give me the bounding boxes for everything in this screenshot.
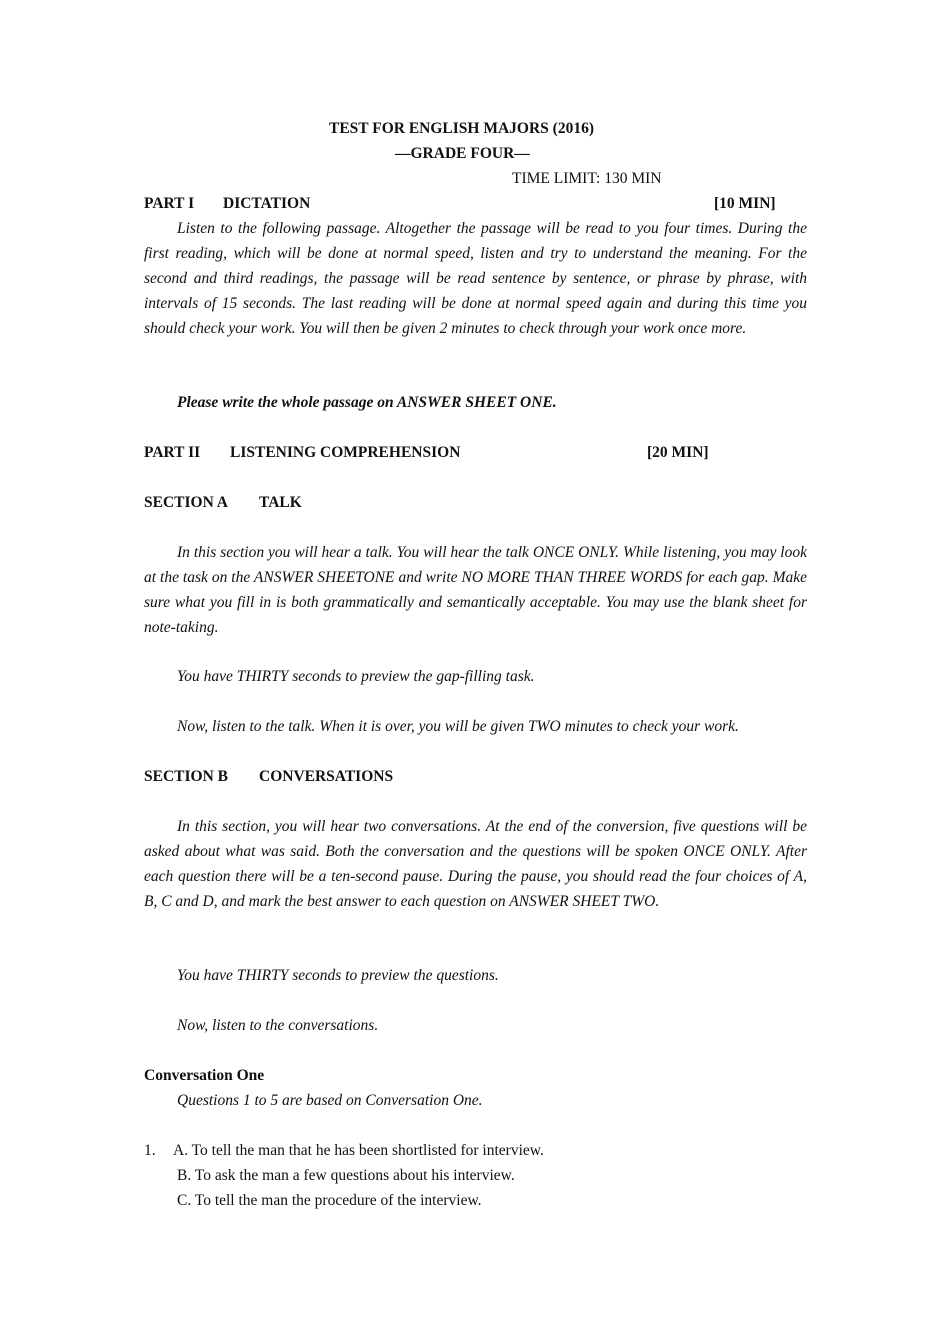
sectionB-label: SECTION B bbox=[144, 768, 228, 785]
sectionB-preview: You have THIRTY seconds to preview the questions. bbox=[177, 967, 499, 984]
exam-title: TEST FOR ENGLISH MAJORS (2016) bbox=[329, 120, 594, 137]
part1-heading bbox=[144, 194, 194, 214]
part1-name: DICTATION bbox=[223, 195, 311, 212]
time-limit: TIME LIMIT: 130 MIN bbox=[512, 170, 662, 187]
sectionB-listen: Now, listen to the conversations. bbox=[177, 1017, 379, 1034]
part2-name: LISTENING COMPREHENSION bbox=[230, 444, 461, 461]
sectionA-name: TALK bbox=[259, 494, 302, 511]
sectionB-instructions: In this section, you will hear two conversations. At the end of the conversion, five questions will be asked about what was said. Both the conversation and the questions will be spoken ONCE ONLY. After each question there will be a ten-second pause. During the pause, you should read the four choices of A, B, C and D, and mark the best answer to each question on ANSWER SHEET TWO. bbox=[144, 818, 807, 910]
question1-option-c: C. To tell the man the procedure of the interview. bbox=[177, 1192, 482, 1209]
part1-label: PART I bbox=[144, 195, 195, 212]
question1-number: 1. bbox=[144, 1142, 156, 1159]
conversation1-subtitle: Questions 1 to 5 are based on Conversation One. bbox=[177, 1092, 483, 1109]
sectionA-label: SECTION A bbox=[144, 494, 228, 511]
part1-instructions: Listen to the following passage. Altogether the passage will be read to you four times. During the first reading, which will be done at normal speed, listen and try to understand the meaning. For the second and third readings, the passage will be read sentence by sentence, or phrase by phrase, with intervals of 15 seconds. The last reading will be done at normal speed again and during this time you should check your work. You will then be given 2 minutes to check through your work once more. bbox=[144, 220, 807, 337]
sectionA-listen: Now, listen to the talk. When it is over, you will be given TWO minutes to check your work. bbox=[177, 718, 739, 735]
part1-time: [10 MIN] bbox=[714, 195, 776, 212]
question1-option-a: A. To tell the man that he has been shortlisted for interview. bbox=[173, 1142, 544, 1159]
sectionB-name: CONVERSATIONS bbox=[259, 768, 394, 785]
conversation1-title: Conversation One bbox=[144, 1067, 265, 1084]
grade-label: —GRADE FOUR— bbox=[395, 145, 530, 162]
question1-option-b: B. To ask the man a few questions about his interview. bbox=[177, 1167, 515, 1184]
sectionA-instructions: In this section you will hear a talk. You will hear the talk ONCE ONLY. While listening, you may look at the task on the ANSWER SHEETONE and write NO MORE THAN THREE WORDS for each gap. Make sure what you fill in is both grammatically and semantically acceptable. You may use the blank sheet for note-taking. bbox=[144, 544, 807, 636]
sectionA-preview: You have THIRTY seconds to preview the gap-filling task. bbox=[177, 668, 535, 685]
part2-label: PART II bbox=[144, 444, 201, 461]
part1-note: Please write the whole passage on ANSWER SHEET ONE. bbox=[177, 394, 557, 411]
part2-time: [20 MIN] bbox=[647, 444, 709, 461]
